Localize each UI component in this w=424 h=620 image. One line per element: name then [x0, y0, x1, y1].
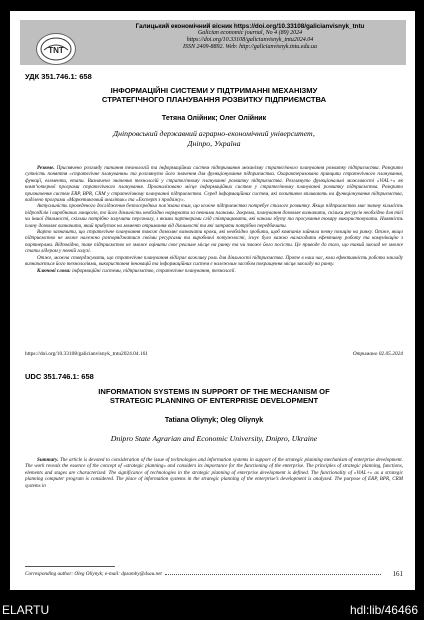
title-ua-line1: ІНФОРМАЦІЙНІ СИСТЕМИ У ПІДТРИМАННІ МЕХАНІЗМУ	[110, 86, 318, 95]
repository-label: ELARTU	[2, 603, 50, 617]
abstract-ua-p2: Актуальність проведеного дослідження безпосередньо пов’язана тим, що кожне підприємство потребує сталого розвитку. Якщо підприємство має значну кількість підрозділів і виробничих ланцюгів, то його діяльність необхідно нормувати за певними планами. Зокрема, планування дозволяє визначити, скільки ресурсів необхідно для тієї чи іншої діяльності, скільки потрібно залучити персоналу, з якими партнерами слід співпрацювати, які канали збуту та просування товару використовувати. Наявність плану дозволяє визначити, який прибуток на момент отримання від діяльності та які затрати потрібно передбачити.	[25, 203, 403, 229]
corresponding-author: Corresponding author: Oleg Oliynyk; e-mail: dpzamby@dsau.net	[25, 571, 162, 577]
title-en-line1: INFORMATION SYSTEMS IN SUPPORT OF THE MECHANISM OF	[98, 387, 330, 396]
journal-issue-line: Galician economic journal, No 4 (89) 2024	[197, 30, 303, 36]
journal-header-text	[102, 23, 398, 51]
title-en-line2: STRATEGIC PLANNING OF ENTERPRISE DEVELOPMENT	[109, 396, 319, 405]
logo-text: TNT	[48, 46, 64, 55]
keywords-ua-label: Ключові слова:	[37, 267, 71, 274]
title-ua-line2: СТРАТЕГІЧНОГО ПЛАНУВАННЯ РОЗВИТКУ ПІДПРИЄМСТВА	[101, 95, 327, 104]
footer-dots	[165, 574, 381, 575]
authors-en: Tatiana Oliynyk; Oleg Oliynyk	[164, 417, 264, 424]
title-en	[30, 387, 398, 405]
article-doi: https://doi.org/10.33108/galicianvisnyk_tntu2024.04.161	[25, 351, 148, 357]
abstract-ua-label: Резюме.	[37, 165, 55, 171]
title-ua	[30, 86, 398, 104]
journal-doi-line: https://doi.org/10.33108/galicianvisnyk_tntu2024.04	[186, 37, 314, 43]
affiliation-ua-line1: Дніпровський державний аграрно-економічний університет,	[113, 129, 315, 138]
journal-title-line: Галицький економічний вісник https://doi.org/10.33108/galicianvisnyk_tntu	[135, 23, 365, 30]
university-logo-icon	[39, 36, 73, 62]
abstract-ua	[25, 165, 403, 274]
handle-label: hdl:lib/46466	[349, 603, 418, 617]
journal-logo	[36, 33, 76, 65]
summary-en-label: Summary.	[37, 457, 59, 463]
page-number: 161	[392, 570, 403, 578]
page-footer	[25, 571, 403, 577]
abstract-ua-p1: Присвячено розгляду питання технологій та інформаційних систем підтримання механізму стратегічного планування розвитку підприємства. Розкрито сутність поняття «стратегічне планування» та розглянуто його значення для функціонування підприємства. Охарактеризовано принципи стратегічного планування, функції, елементи, етапи. Визначено значення технологій у стратегічному плануванні розвитку підприємства. Розглянуто функціональні можливості «ViAL+» як комп’ютерної програми стратегічного планування. Проаналізовано місце інформаційних систем у стратегічному плануванні розвитку підприємства. Розкрито призначення систем ERP, BPR, CRM у стратегічному плануванні підприємства. Серед інформаційних систем, які позитивно впливають на функціонування підприємства, виділено програми «Маркетинговий аналітик» та «Експерт з продажу».	[25, 165, 403, 204]
footnote-rule	[25, 566, 115, 567]
journal-page	[10, 11, 415, 590]
affiliation-ua	[30, 129, 398, 148]
summary-en-text: The article is devoted to consideration of the issue of technologies and information systems in support of the strategic planning mechanism of enterprise development. The work reveals the essence of the concept of «strategic planning» and considers its importance for the functioning of the enterprise. The principles of strategic planning, functions, elements and stages are characterized. The significance of technologies in the strategic planning of enterprise development is defined. The functionality of «ViAL+» as a strategic planning computer program is considered. The place of information systems in the strategic planning of the enterprise’s development is analyzed. The purpose of ERP, BPR, CRM systems in	[25, 457, 403, 489]
authors-ua: Тетяна Олійник; Олег Олійник	[161, 115, 267, 122]
affiliation-en: Dnipro State Agrarian and Economic University, Dnipro, Ukraine	[110, 434, 318, 443]
received-date: Отримано 02.05.2024	[352, 351, 403, 357]
summary-en	[25, 457, 403, 489]
udc-ua: УДК 351.746.1: 658	[25, 72, 92, 81]
abstract-ua-p3: Варто зазначити, що стратегічне планування також дозволяє визначати кроки, які необхідно зробити, щоб компанія зайняла певну позицію на ринку. Отже, якщо підприємство не може належно розпоряджатися своїми ресурсами та виробничі потужності, існує було важко налагодити ефективну роботу та комунікацію з партнерами. Відповідно, таке підприємство не зможе оцінити своє реальне місце на ринку та чи зможе його посісти. Це приводе до того, що такий заклад не зможе стати лідером у певній галузі.	[25, 229, 403, 255]
journal-issn-line: ISSN 2409-8892. Web: http://galicianvisnyk.tntu.edu.ua	[183, 44, 317, 50]
doi-line-ua	[25, 351, 403, 357]
affiliation-ua-line2: Дніпро, Україна	[187, 138, 241, 148]
abstract-ua-p4: Отже, можна стверджувати, що стратегічне планування відіграє важливу роль для діяльності підприємства. Проте в наш час, коли ефективність роботи закладу визначається його технологіями, використання інновацій та інформаційних систем є належним засобом покращення місця закладу на ринку.	[25, 254, 403, 268]
udc-en: UDC 351.746.1: 658	[25, 372, 94, 381]
keywords-ua: інформаційні системи, підприємство, стратегічне планування, технології.	[72, 267, 236, 274]
